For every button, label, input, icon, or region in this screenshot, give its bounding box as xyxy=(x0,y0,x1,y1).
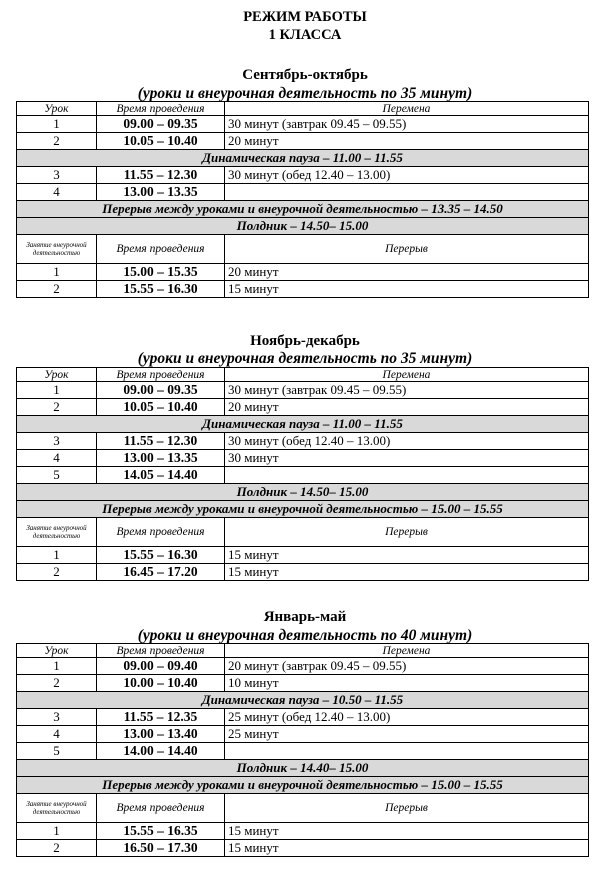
break-between-band: Перерыв между уроками и внеурочной деятельностью – 15.00 – 15.55 xyxy=(17,501,589,518)
break-duration: 15 минут xyxy=(225,547,589,564)
lesson-time: 14.00 – 14.40 xyxy=(97,743,225,760)
lesson-number: 2 xyxy=(17,399,97,416)
band-row xyxy=(17,692,589,709)
table-row xyxy=(17,133,589,150)
break-duration: 15 минут xyxy=(225,281,589,298)
header-break: Перерыв xyxy=(225,235,589,264)
activity-number: 1 xyxy=(17,547,97,564)
table-header-row xyxy=(17,368,589,382)
table-row xyxy=(17,823,589,840)
snack-band: Полдник – 14.50– 15.00 xyxy=(17,218,589,235)
table-row xyxy=(17,116,589,133)
lesson-time: 11.55 – 12.30 xyxy=(97,167,225,184)
lesson-number: 4 xyxy=(17,450,97,467)
lesson-number: 5 xyxy=(17,743,97,760)
break-duration: 30 минут xyxy=(225,450,589,467)
break-duration: 30 минут (завтрак 09.45 – 09.55) xyxy=(225,116,589,133)
band-row xyxy=(17,501,589,518)
lesson-time: 13.00 – 13.40 xyxy=(97,726,225,743)
snack-band: Полдник – 14.50– 15.00 xyxy=(17,484,589,501)
lesson-time: 11.55 – 12.35 xyxy=(97,709,225,726)
activity-time: 16.45 – 17.20 xyxy=(97,564,225,581)
break-duration xyxy=(225,743,589,760)
header-lesson: Урок xyxy=(17,102,97,116)
snack-band: Полдник – 14.40– 15.00 xyxy=(17,760,589,777)
table-row xyxy=(17,675,589,692)
break-duration: 10 минут xyxy=(225,675,589,692)
section-title: Сентябрь-октябрь xyxy=(242,67,368,83)
activity-time: 15.55 – 16.30 xyxy=(97,547,225,564)
header-time: Время проведения xyxy=(97,518,225,547)
band-row xyxy=(17,777,589,794)
break-duration: 20 минут xyxy=(225,133,589,150)
header-break: Перерыв xyxy=(225,794,589,823)
lesson-time: 09.00 – 09.35 xyxy=(97,116,225,133)
band-row xyxy=(17,150,589,167)
lesson-number: 3 xyxy=(17,709,97,726)
dynamic-pause-band: Динамическая пауза – 11.00 – 11.55 xyxy=(17,150,589,167)
lesson-time: 10.05 – 10.40 xyxy=(97,133,225,150)
lesson-number: 3 xyxy=(17,167,97,184)
lesson-time: 13.00 – 13.35 xyxy=(97,450,225,467)
table-row xyxy=(17,840,589,857)
break-duration: 25 минут (обед 12.40 – 13.00) xyxy=(225,709,589,726)
table-row xyxy=(17,167,589,184)
table-row xyxy=(17,467,589,484)
activity-header-row xyxy=(17,518,589,547)
activity-header-row xyxy=(17,794,589,823)
table-row xyxy=(17,433,589,450)
activity-number: 2 xyxy=(17,840,97,857)
activity-number: 2 xyxy=(17,564,97,581)
header-lesson: Урок xyxy=(17,644,97,658)
activity-number: 1 xyxy=(17,823,97,840)
header-time: Время проведения xyxy=(97,794,225,823)
section-subtitle: (уроки и внеурочная деятельность по 35 минут) xyxy=(137,85,473,102)
header-time: Время проведения xyxy=(97,102,225,116)
table-header-row xyxy=(17,644,589,658)
break-between-band: Перерыв между уроками и внеурочной деятельностью – 15.00 – 15.55 xyxy=(17,777,589,794)
header-break: Перемена xyxy=(225,102,589,116)
lesson-number: 2 xyxy=(17,675,97,692)
break-duration: 20 минут xyxy=(225,399,589,416)
lesson-time: 11.55 – 12.30 xyxy=(97,433,225,450)
table-row xyxy=(17,264,589,281)
break-duration: 20 минут xyxy=(225,264,589,281)
table-row xyxy=(17,399,589,416)
header-time: Время проведения xyxy=(97,368,225,382)
table-row xyxy=(17,564,589,581)
band-row xyxy=(17,201,589,218)
section-subtitle: (уроки и внеурочная деятельность по 35 минут) xyxy=(137,350,473,367)
break-duration: 15 минут xyxy=(225,823,589,840)
band-row xyxy=(17,218,589,235)
activity-number: 2 xyxy=(17,281,97,298)
break-between-band: Перерыв между уроками и внеурочной деятельностью – 13.35 – 14.50 xyxy=(17,201,589,218)
dynamic-pause-band: Динамическая пауза – 11.00 – 11.55 xyxy=(17,416,589,433)
table-row xyxy=(17,450,589,467)
header-activity: Занятие внеурочной деятельностью xyxy=(17,235,97,264)
table-row xyxy=(17,709,589,726)
schedule-table-sep-oct xyxy=(16,101,589,298)
table-row xyxy=(17,382,589,399)
break-duration: 30 минут (обед 12.40 – 13.00) xyxy=(225,433,589,450)
band-row xyxy=(17,484,589,501)
table-row xyxy=(17,743,589,760)
break-duration: 25 минут xyxy=(225,726,589,743)
band-row xyxy=(17,760,589,777)
lesson-number: 1 xyxy=(17,116,97,133)
schedule-table-jan-may xyxy=(16,643,589,857)
lesson-time: 13.00 – 13.35 xyxy=(97,184,225,201)
table-row xyxy=(17,658,589,675)
break-duration: 20 минут (завтрак 09.45 – 09.55) xyxy=(225,658,589,675)
break-duration: 15 минут xyxy=(225,564,589,581)
document-title: РЕЖИМ РАБОТЫ xyxy=(243,9,367,25)
lesson-time: 10.00 – 10.40 xyxy=(97,675,225,692)
section-title: Ноябрь-декабрь xyxy=(250,333,360,349)
header-break: Перерыв xyxy=(225,518,589,547)
header-break: Перемена xyxy=(225,368,589,382)
lesson-time: 10.05 – 10.40 xyxy=(97,399,225,416)
break-duration: 30 минут (обед 12.40 – 13.00) xyxy=(225,167,589,184)
activity-time: 15.55 – 16.35 xyxy=(97,823,225,840)
table-header-row xyxy=(17,102,589,116)
header-time: Время проведения xyxy=(97,235,225,264)
activity-number: 1 xyxy=(17,264,97,281)
lesson-number: 1 xyxy=(17,658,97,675)
break-duration xyxy=(225,184,589,201)
lesson-number: 3 xyxy=(17,433,97,450)
header-activity: Занятие внеурочной деятельностью xyxy=(17,518,97,547)
section-subtitle: (уроки и внеурочная деятельность по 40 минут) xyxy=(137,627,473,644)
schedule-table-nov-dec xyxy=(16,367,589,581)
table-row xyxy=(17,726,589,743)
activity-time: 15.55 – 16.30 xyxy=(97,281,225,298)
table-row xyxy=(17,184,589,201)
break-duration xyxy=(225,467,589,484)
header-activity: Занятие внеурочной деятельностью xyxy=(17,794,97,823)
band-row xyxy=(17,416,589,433)
activity-header-row xyxy=(17,235,589,264)
lesson-time: 09.00 – 09.40 xyxy=(97,658,225,675)
lesson-time: 09.00 – 09.35 xyxy=(97,382,225,399)
section-title: Январь-май xyxy=(263,609,347,625)
lesson-time: 14.05 – 14.40 xyxy=(97,467,225,484)
activity-time: 16.50 – 17.30 xyxy=(97,840,225,857)
dynamic-pause-band: Динамическая пауза – 10.50 – 11.55 xyxy=(17,692,589,709)
lesson-number: 1 xyxy=(17,382,97,399)
activity-time: 15.00 – 15.35 xyxy=(97,264,225,281)
table-row xyxy=(17,547,589,564)
lesson-number: 4 xyxy=(17,726,97,743)
table-row xyxy=(17,281,589,298)
lesson-number: 5 xyxy=(17,467,97,484)
header-break: Перемена xyxy=(225,644,589,658)
header-lesson: Урок xyxy=(17,368,97,382)
break-duration: 30 минут (завтрак 09.45 – 09.55) xyxy=(225,382,589,399)
document-subtitle: 1 КЛАССА xyxy=(268,27,342,43)
header-time: Время проведения xyxy=(97,644,225,658)
break-duration: 15 минут xyxy=(225,840,589,857)
lesson-number: 2 xyxy=(17,133,97,150)
lesson-number: 4 xyxy=(17,184,97,201)
